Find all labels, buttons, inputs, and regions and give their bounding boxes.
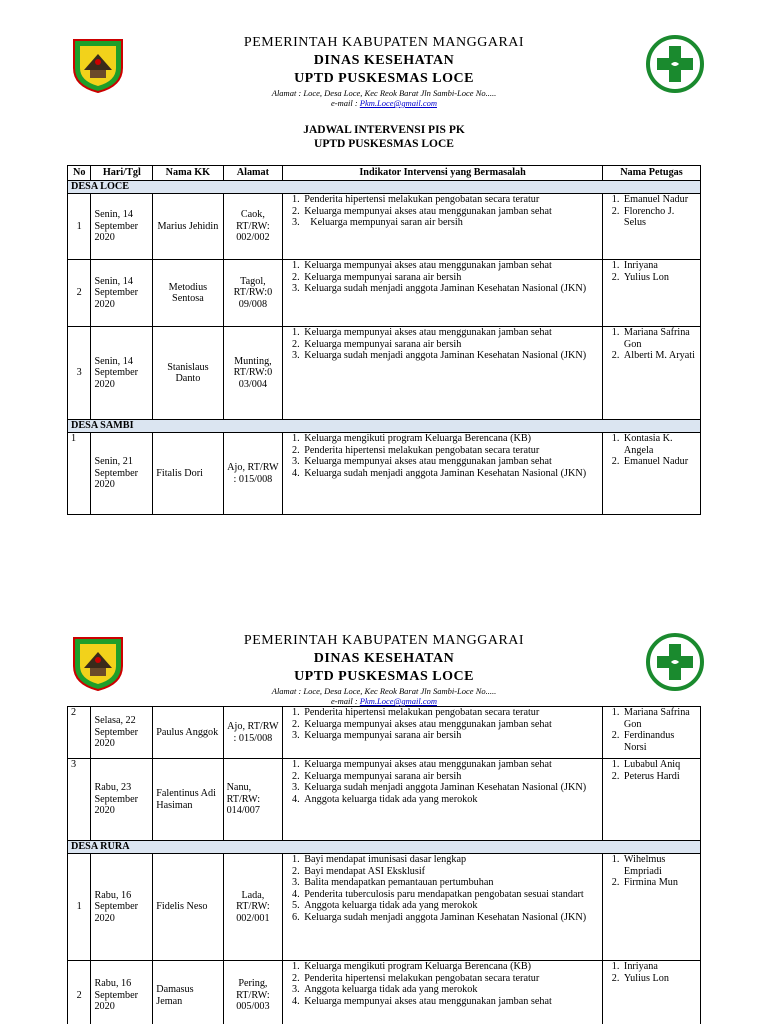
- document-title: JADWAL INTERVENSI PIS PK: [303, 124, 465, 136]
- email-label: e-mail :: [330, 98, 358, 108]
- row-officers: [602, 854, 700, 961]
- indicator-item: 1. Penderita hipertensi melakukan pengobatan secara teratur: [302, 707, 599, 719]
- indicator-item: 2. Penderita hipertensi melakukan pengobatan secara teratur: [302, 973, 599, 985]
- row-address: Caok, RT/RW: 002/002: [223, 194, 283, 260]
- row-indicators: [283, 433, 603, 515]
- row-date: Selasa, 22 September 2020: [91, 707, 153, 759]
- row-address: Nanu, RT/RW: 014/007: [223, 759, 283, 841]
- indicator-item: 2. Keluarga mempunyai akses atau menggunakan jamban sehat: [302, 206, 599, 218]
- row-date: Senin, 21 September 2020: [91, 433, 153, 515]
- document-subtitle: UPTD PUSKESMAS LOCE: [314, 138, 454, 150]
- officer-item: 2. Yulius Lon: [622, 973, 697, 985]
- officer-item: 1. Inriyana: [622, 260, 697, 272]
- officer-item: 1. Mariana Safrina Gon: [622, 707, 697, 730]
- row-date: Senin, 14 September 2020: [91, 260, 153, 327]
- row-address: Munting, RT/RW:0 03/004: [223, 327, 283, 420]
- row-officers: [602, 327, 700, 420]
- row-address: Ajo, RT/RW : 015/008: [223, 707, 283, 759]
- indicator-item: 3. Anggota keluarga tidak ada yang merokok: [302, 984, 599, 996]
- indicator-item: 4. Keluarga mempunyai akses atau menggunakan jamban sehat: [302, 996, 599, 1008]
- indicator-item: 4. Penderita tuberculosis paru mendapatkan pengobatan sesuai standart: [302, 889, 599, 901]
- email-link[interactable]: Pkm.Loce@gmail.com: [359, 696, 437, 706]
- indicator-item: 1. Bayi mendapat imunisasi dasar lengkap: [302, 854, 599, 866]
- email-line: [0, 98, 768, 108]
- indicator-item: 1. Keluarga mengikuti program Keluarga Berencana (KB): [302, 961, 599, 973]
- row-date: Rabu, 16 September 2020: [91, 961, 153, 1024]
- col-no: No: [68, 166, 91, 181]
- col-head-of-family: Nama KK: [153, 166, 223, 181]
- indicator-item: 2. Keluarga mempunyai akses atau menggunakan jamban sehat: [302, 719, 599, 731]
- unit-name: UPTD PUSKESMAS LOCE: [294, 71, 474, 86]
- table-row: [68, 327, 701, 420]
- section-desa-rura: DESA RURA: [68, 841, 701, 854]
- indicator-item: 1. Penderita hipertensi melakukan pengobatan secara teratur: [302, 194, 599, 206]
- row-head-of-family: Marius Jehidin: [153, 194, 223, 260]
- row-officers: [602, 194, 700, 260]
- row-head-of-family: Stanislaus Danto: [153, 327, 223, 420]
- officer-item: 1. Lubabul Aniq: [622, 759, 697, 771]
- row-address: Lada, RT/RW: 002/001: [223, 854, 283, 961]
- schedule-table-1: [67, 165, 701, 515]
- indicator-item: 3. Keluarga sudah menjadi anggota Jaminan Kesehatan Nasional (JKN): [302, 782, 599, 794]
- indicator-item: 1. Keluarga mempunyai akses atau menggunakan jamban sehat: [302, 260, 599, 272]
- officer-item: 1. Wihelmus Empriadi: [622, 854, 697, 877]
- table-header-row: [68, 166, 701, 181]
- indicator-item: 2. Keluarga mempunyai sarana air bersih: [302, 771, 599, 783]
- indicator-item: 3. Keluarga sudah menjadi anggota Jaminan Kesehatan Nasional (JKN): [302, 350, 599, 362]
- officer-item: 1. Inriyana: [622, 961, 697, 973]
- row-head-of-family: Fitalis Dori: [153, 433, 223, 515]
- row-indicators: [283, 759, 603, 841]
- officer-item: 2. Ferdinandus Norsi: [622, 730, 697, 753]
- row-head-of-family: Damasus Jeman: [153, 961, 223, 1024]
- page-2: [0, 598, 768, 1024]
- unit-name: UPTD PUSKESMAS LOCE: [294, 669, 474, 684]
- indicator-item: 2. Keluarga mempunyai sarana air bersih: [302, 339, 599, 351]
- table-row: [68, 854, 701, 961]
- table-row: [68, 961, 701, 1024]
- table-row: [68, 260, 701, 327]
- row-head-of-family: Falentinus Adi Hasiman: [153, 759, 223, 841]
- indicator-item: 6. Keluarga sudah menjadi anggota Jaminan Kesehatan Nasional (JKN): [302, 912, 599, 924]
- section-desa-sambi: DESA SAMBI: [68, 420, 701, 433]
- col-date: Hari/Tgl: [91, 166, 153, 181]
- indicator-item: 4. Keluarga sudah menjadi anggota Jaminan Kesehatan Nasional (JKN): [302, 468, 599, 480]
- officer-item: 1. Kontasia K. Angela: [622, 433, 697, 456]
- indicator-item: 5. Anggota keluarga tidak ada yang merokok: [302, 900, 599, 912]
- indicator-item: 2. Penderita hipertensi melakukan pengobatan secara teratur: [302, 445, 599, 457]
- indicator-item: 3. Keluarga mempunyai akses atau menggunakan jamban sehat: [302, 456, 599, 468]
- indicator-item: 1. Keluarga mempunyai akses atau menggunakan jamban sehat: [302, 327, 599, 339]
- row-date: Senin, 14 September 2020: [91, 194, 153, 260]
- col-address: Alamat: [223, 166, 283, 181]
- table-row: [68, 194, 701, 260]
- row-date: Rabu, 23 September 2020: [91, 759, 153, 841]
- col-indicators: Indikator Intervensi yang Bermasalah: [283, 166, 603, 181]
- puskesmas-logo-icon: [645, 632, 705, 692]
- officer-item: 2. Peterus Hardi: [622, 771, 697, 783]
- puskesmas-logo-icon: [645, 34, 705, 94]
- indicator-item: 1. Keluarga mempunyai akses atau menggunakan jamban sehat: [302, 759, 599, 771]
- indicator-item: 2. Keluarga mempunyai sarana air bersih: [302, 272, 599, 284]
- row-date: Rabu, 16 September 2020: [91, 854, 153, 961]
- col-officers: Nama Petugas: [602, 166, 700, 181]
- row-no: 2: [68, 961, 91, 1024]
- officer-item: 2. Florencho J. Selus: [622, 206, 697, 229]
- row-officers: [602, 433, 700, 515]
- row-head-of-family: Metodius Sentosa: [153, 260, 223, 327]
- row-no: 2: [68, 707, 91, 759]
- row-indicators: [283, 961, 603, 1024]
- row-address: Pering, RT/RW: 005/003: [223, 961, 283, 1024]
- row-no: 2: [68, 260, 91, 327]
- row-indicators: [283, 194, 603, 260]
- row-no: 1: [68, 194, 91, 260]
- email-link[interactable]: Pkm.Loce@gmail.com: [359, 98, 437, 108]
- indicator-item: 3. Balita mendapatkan pemantauan pertumbuhan: [302, 877, 599, 889]
- row-date: Senin, 14 September 2020: [91, 327, 153, 420]
- row-no: 1: [68, 433, 91, 515]
- indicator-item: 4. Anggota keluarga tidak ada yang merokok: [302, 794, 599, 806]
- indicator-item: 3. Keluarga mempunyai sarana air bersih: [302, 730, 599, 742]
- indicator-item: 2. Bayi mendapat ASI Eksklusif: [302, 866, 599, 878]
- indicator-item: 1. Keluarga mengikuti program Keluarga Berencana (KB): [302, 433, 599, 445]
- officer-item: 2. Alberti M. Aryati: [622, 350, 697, 362]
- section-desa-loce: DESA LOCE: [68, 181, 701, 194]
- table-row: [68, 433, 701, 515]
- officer-item: 2. Firmina Mun: [622, 877, 697, 889]
- government-name: PEMERINTAH KABUPATEN MANGGARAI: [243, 35, 525, 50]
- address-line: Alamat : Loce, Desa Loce, Kec Reok Barat Jln Sambi-Loce No.....: [271, 686, 497, 696]
- table-row: [68, 707, 701, 759]
- officer-item: 1. Mariana Safrina Gon: [622, 327, 697, 350]
- row-address: Tagol, RT/RW:0 09/008: [223, 260, 283, 327]
- row-no: 3: [68, 759, 91, 841]
- officer-item: 2. Emanuel Nadur: [622, 456, 697, 468]
- row-officers: [602, 759, 700, 841]
- row-officers: [602, 707, 700, 759]
- letterhead: [0, 0, 768, 112]
- department-name: DINAS KESEHATAN: [313, 53, 455, 68]
- email-label: e-mail :: [330, 696, 358, 706]
- row-officers: [602, 260, 700, 327]
- row-indicators: [283, 327, 603, 420]
- officer-item: 2. Yulius Lon: [622, 272, 697, 284]
- schedule-table-2: [67, 706, 701, 1024]
- department-name: DINAS KESEHATAN: [313, 651, 455, 666]
- table-row: [68, 759, 701, 841]
- row-no: 3: [68, 327, 91, 420]
- row-officers: [602, 961, 700, 1024]
- officer-item: 1. Emanuel Nadur: [622, 194, 697, 206]
- government-name: PEMERINTAH KABUPATEN MANGGARAI: [243, 633, 525, 648]
- letterhead: [0, 598, 768, 710]
- row-indicators: [283, 707, 603, 759]
- row-indicators: [283, 260, 603, 327]
- indicator-item: 3. Keluarga sudah menjadi anggota Jaminan Kesehatan Nasional (JKN): [302, 283, 599, 295]
- email-line: [0, 696, 768, 706]
- row-indicators: [283, 854, 603, 961]
- row-no: 1: [68, 854, 91, 961]
- row-head-of-family: Paulus Anggok: [153, 707, 223, 759]
- address-line: Alamat : Loce, Desa Loce, Kec Reok Barat Jln Sambi-Loce No.....: [271, 88, 497, 98]
- row-head-of-family: Fidelis Neso: [153, 854, 223, 961]
- row-address: Ajo, RT/RW : 015/008: [223, 433, 283, 515]
- indicator-item: 3. Keluarga mempunyai saran air bersih: [302, 217, 599, 229]
